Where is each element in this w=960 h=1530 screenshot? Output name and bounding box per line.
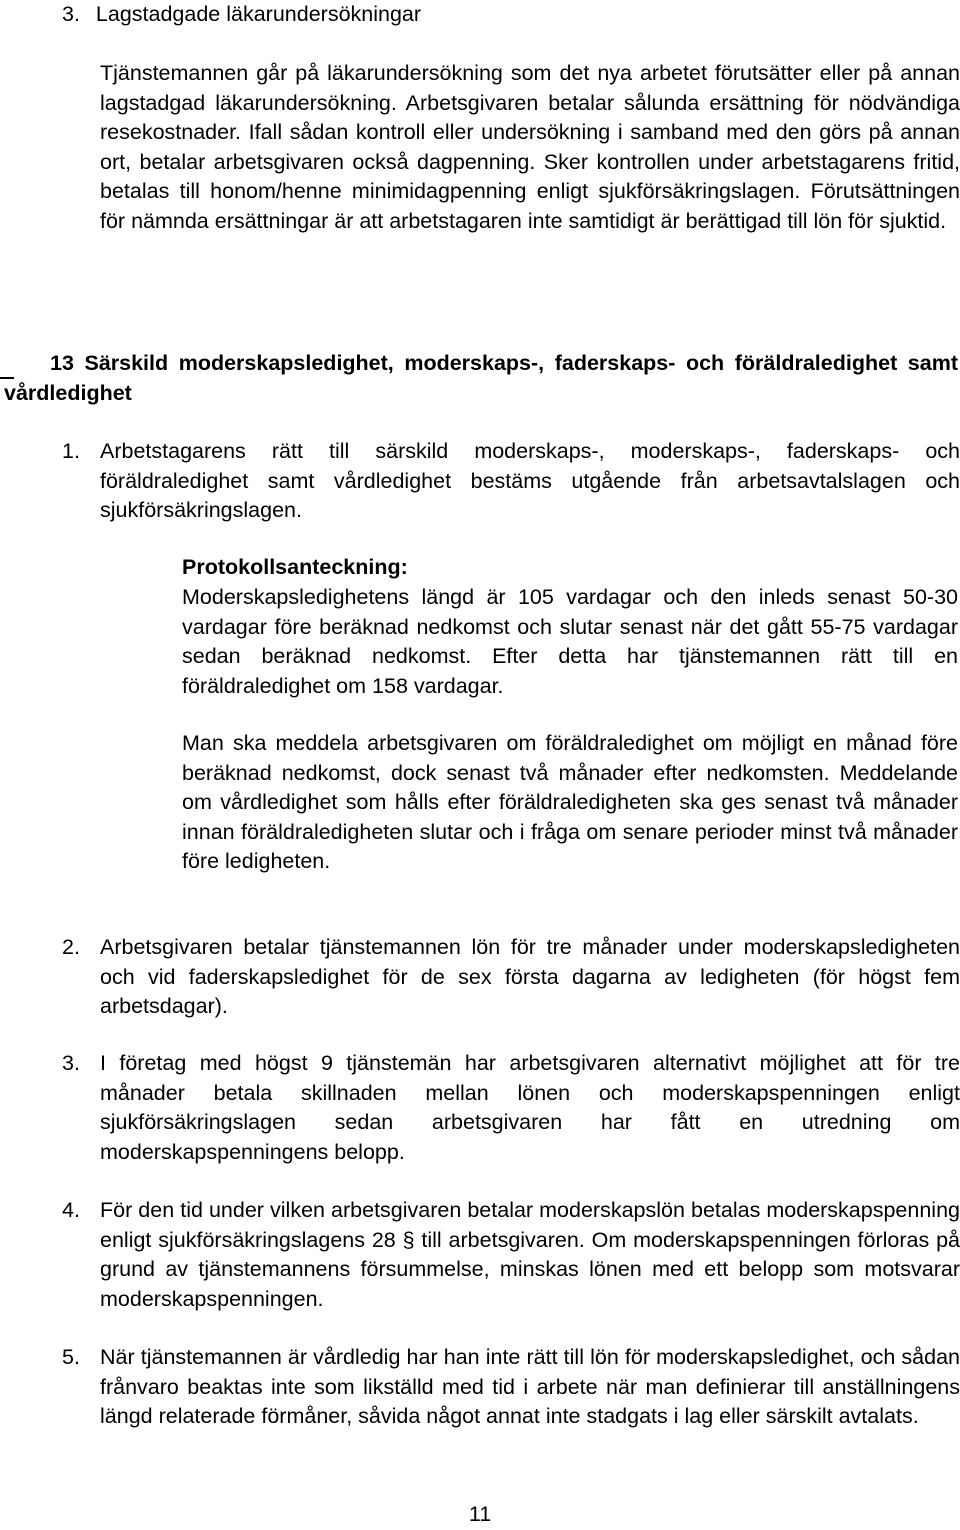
page-number: 11 [468,1502,492,1526]
section-13-title: 13 Särskild moderskapsledighet, moderskaps-, faderskaps- och föräldraledighet samt vårdledighet [4,351,958,405]
list-item-number: 2. [62,935,80,959]
list-item-3 [62,1049,960,1167]
section-3-number: 3. [62,2,80,26]
list-item-number: 5. [62,1345,80,1369]
list-item-number: 1. [62,439,80,463]
list-item-text: För den tid under vilken arbetsgivaren betalar moderskapslön betalas moderskapspenning enligt sjukförsäkringslagens 28 § till arbetsgivaren. Om moderskapspenningen förloras på grund av tjänstemannens försummelse, minskas lönen med ett belopp som motsvarar moderskapspenningen. [100,1198,960,1311]
section-13-heading [4,349,958,408]
list-item-1 [62,437,960,526]
list-item-text: I företag med högst 9 tjänstemän har arbetsgivaren alternativt möjlighet att för tre månader betala skillnaden mellan lönen och moderskapspenningen enligt sjukförsäkringslagen sedan arbetsgivaren har fått en utredning om moderskapspenningens belopp. [100,1051,960,1164]
list-item-text: Arbetstagarens rätt till särskild moderskaps-, moderskaps-, faderskaps- och föräldraledighet samt vårdledighet bestäms utgående från arbetsavtalslagen och sjukförsäkringslagen. [100,439,960,522]
protocol-note-paragraph-1: Moderskapsledighetens längd är 105 vardagar och den inleds senast 50-30 vardagar före beräknad nedkomst och slutar senast när det gått 55-75 vardagar sedan beräknad nedkomst. Efter detta har tjänstemannen rätt till en föräldraledighet om 158 vardagar. [182,585,958,698]
list-item-number: 4. [62,1198,80,1222]
protocol-note-paragraph-2: Man ska meddela arbetsgivaren om föräldraledighet om möjligt en månad före beräknad nedkomst, dock senast två månader efter nedkomsten. Meddelande om vårdledighet som hålls efter föräldraledigheten ska ges senast två månader innan föräldraledigheten slutar och i fråga om senare perioder minst två månader före ledigheten. [182,731,958,873]
protocol-note-title: Protokollsanteckning: [182,555,408,579]
list-item-number: 3. [62,1051,80,1075]
list-item-2 [62,933,960,1022]
section-3-heading [62,0,421,30]
section-3-title: Lagstadgade läkarundersökningar [95,2,422,26]
list-item-text: När tjänstemannen är vårdledig har han inte rätt till lön för moderskapsledighet, och sådan frånvaro beaktas inte som likställd med tid i arbete när man definierar till anställningens längd relaterade förmåner, såvida något annat inte stadgats i lag eller särskilt avtalats. [100,1345,960,1428]
list-item-text: Arbetsgivaren betalar tjänstemannen lön för tre månader under moderskapsledigheten och vid faderskapsledighet för de sex första dagarna av ledigheten (för högst fem arbetsdagar). [100,935,960,1018]
section-3-paragraph: Tjänstemannen går på läkarundersökning som det nya arbetet förutsätter eller på annan lagstadgad läkarundersökning. Arbetsgivaren betalar sålunda ersättning för nödvändiga resekostnader. Ifall sådan kontroll eller undersökning i samband med den görs på annan ort, betalar arbetsgivaren också dagpenning. Sker kontrollen under arbetstagarens fritid, betalas till honom/henne minimidagpenning enligt sjukförsäkringslagen. Förutsättningen för nämnda ersättningar är att arbetstagaren inte samtidigt är berättigad till lön för sjuktid. [100,61,960,233]
list-item-5 [62,1343,960,1432]
list-item-4 [62,1196,960,1314]
